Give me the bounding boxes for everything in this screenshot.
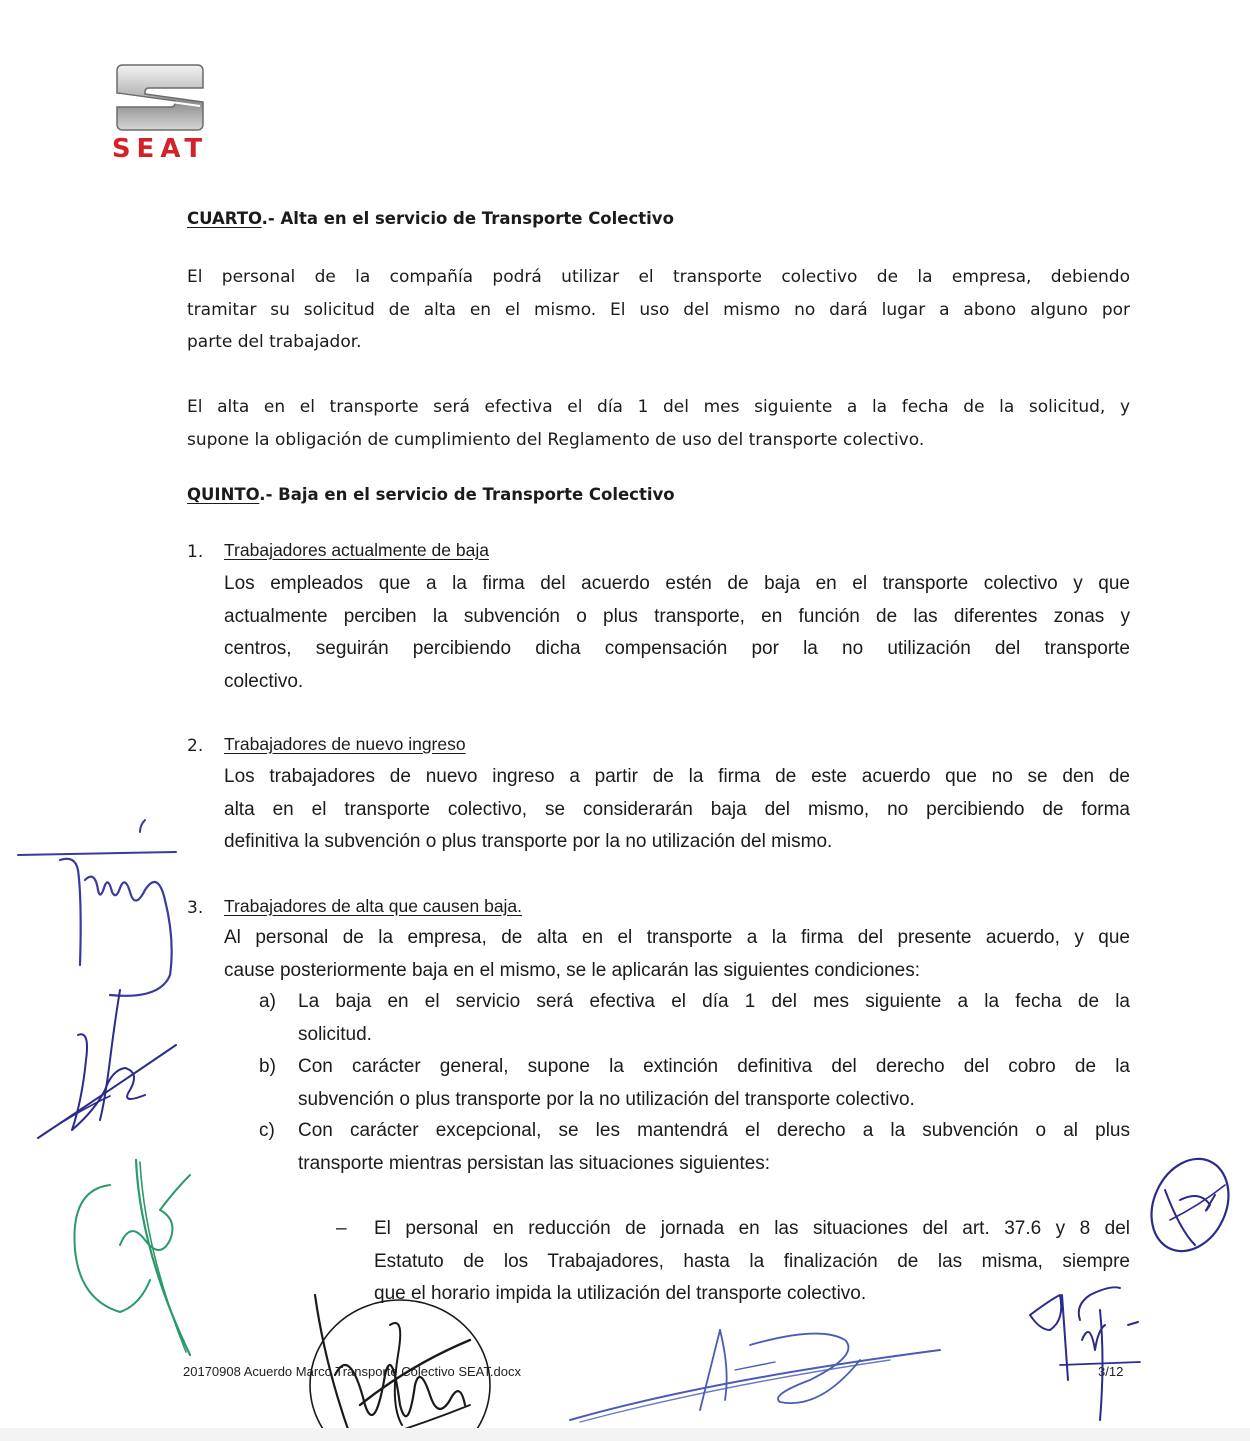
body-line: Al personal de la empresa, de alta en el transporte a la firma del presente acuerdo, y que: [224, 927, 1130, 948]
body-line: colectivo.: [224, 670, 304, 692]
list-item-title: Trabajadores actualmente de baja: [224, 540, 489, 560]
dash-line: El personal en reducción de jornada en las situaciones del art. 37.6 y 8 del: [374, 1218, 1130, 1239]
section-label: CUARTO: [187, 209, 262, 228]
condition-body: [298, 1051, 1130, 1116]
section-title: .- Alta en el servicio de Transporte Colectivo: [261, 209, 674, 228]
signature-left-stack: [0, 800, 200, 1360]
body-line: Los trabajadores de nuevo ingreso a partir de la firma de este acuerdo que no se den de: [224, 766, 1130, 787]
list-number: 3.: [187, 898, 204, 918]
condition-line: Con carácter general, supone la extinción definitiva del derecho del cobro de la: [298, 1056, 1130, 1077]
signature-1: [18, 820, 176, 996]
condition-line: La baja en el servicio será efectiva el día 1 del mes siguiente a la fecha de la: [298, 991, 1130, 1012]
list-item-body: [224, 568, 1130, 698]
signature-2: [38, 990, 176, 1138]
body-line: definitiva la subvención o plus transporte por la no utilización del mismo.: [224, 831, 833, 852]
paragraph-line: El alta en el transporte será efectiva el día 1 del mes siguiente a la fecha de la solicitud, y: [187, 397, 1130, 417]
condition-line: transporte mientras persistan las situaciones siguientes:: [298, 1152, 771, 1174]
dash-line: Estatuto de los Trabajadores, hasta la finalización de las misma, siempre: [374, 1250, 1130, 1272]
paragraph: [187, 261, 1130, 359]
signature-6: [1140, 1150, 1250, 1270]
condition-letter: b): [259, 1056, 276, 1077]
paragraph: [187, 391, 1130, 456]
condition-line: Con carácter excepcional, se les mantendrá el derecho a la subvención o al plus: [298, 1120, 1130, 1141]
signature-3: [74, 1160, 190, 1355]
seat-s-emblem-icon: [85, 62, 235, 162]
condition-body: [298, 1115, 1130, 1180]
body-line: actualmente perciben la subvención o plus transporte, en función de las diferentes zonas y: [224, 605, 1130, 627]
paragraph-line: parte del trabajador.: [187, 332, 362, 352]
condition-letter: a): [259, 991, 276, 1012]
list-item-body: [224, 922, 1130, 987]
logo-wordmark: SEAT: [111, 134, 209, 162]
paragraph-line: supone la obligación de cumplimiento del Reglamento de uso del transporte colectivo.: [187, 429, 925, 450]
list-item-body: [224, 761, 1130, 859]
condition-body: [298, 986, 1130, 1051]
section-label: QUINTO: [187, 485, 260, 504]
seat-logo: [85, 62, 235, 162]
condition-line: subvención o plus transporte por la no utilización del transporte colectivo.: [298, 1088, 915, 1110]
footer-page-number: 3/12: [1098, 1364, 1124, 1379]
list-item-title: Trabajadores de nuevo ingreso: [224, 734, 466, 754]
dash-line: que el horario impida la utilización del transporte colectivo.: [374, 1283, 867, 1304]
section-title: .- Baja en el servicio de Transporte Colectivo: [259, 485, 675, 504]
condition-letter: c): [259, 1120, 275, 1141]
body-line: centros, seguirán percibiendo dicha compensación por la no utilización del transporte: [224, 638, 1130, 659]
section-heading-quinto: [187, 485, 675, 504]
paragraph-line: El personal de la compañía podrá utilizar el transporte colectivo de la empresa, debiendo: [187, 267, 1130, 287]
list-number: 2.: [187, 736, 204, 756]
condition-line: solicitud.: [298, 1023, 372, 1045]
footer-filename: 20170908 Acuerdo Marco Transporte Colectivo SEAT.docx: [183, 1364, 521, 1379]
body-line: Los empleados que a la firma del acuerdo estén de baja en el transporte colectivo y que: [224, 573, 1130, 594]
list-number: 1.: [187, 542, 204, 562]
dash-item-body: [374, 1213, 1130, 1311]
body-line: alta en el transporte colectivo, se considerarán baja del mismo, no percibiendo de forma: [224, 798, 1130, 820]
signature-5: [560, 1310, 960, 1430]
list-item-title: Trabajadores de alta que causen baja.: [224, 896, 523, 916]
scan-edge: [0, 1428, 1250, 1441]
paragraph-line: tramitar su solicitud de alta en el mismo. El uso del mismo no dará lugar a abono alguno por: [187, 299, 1130, 320]
dash-bullet: –: [336, 1218, 347, 1239]
body-line: cause posteriormente baja en el mismo, se le aplicarán las siguientes condiciones:: [224, 959, 920, 981]
section-heading-cuarto: [187, 209, 674, 228]
